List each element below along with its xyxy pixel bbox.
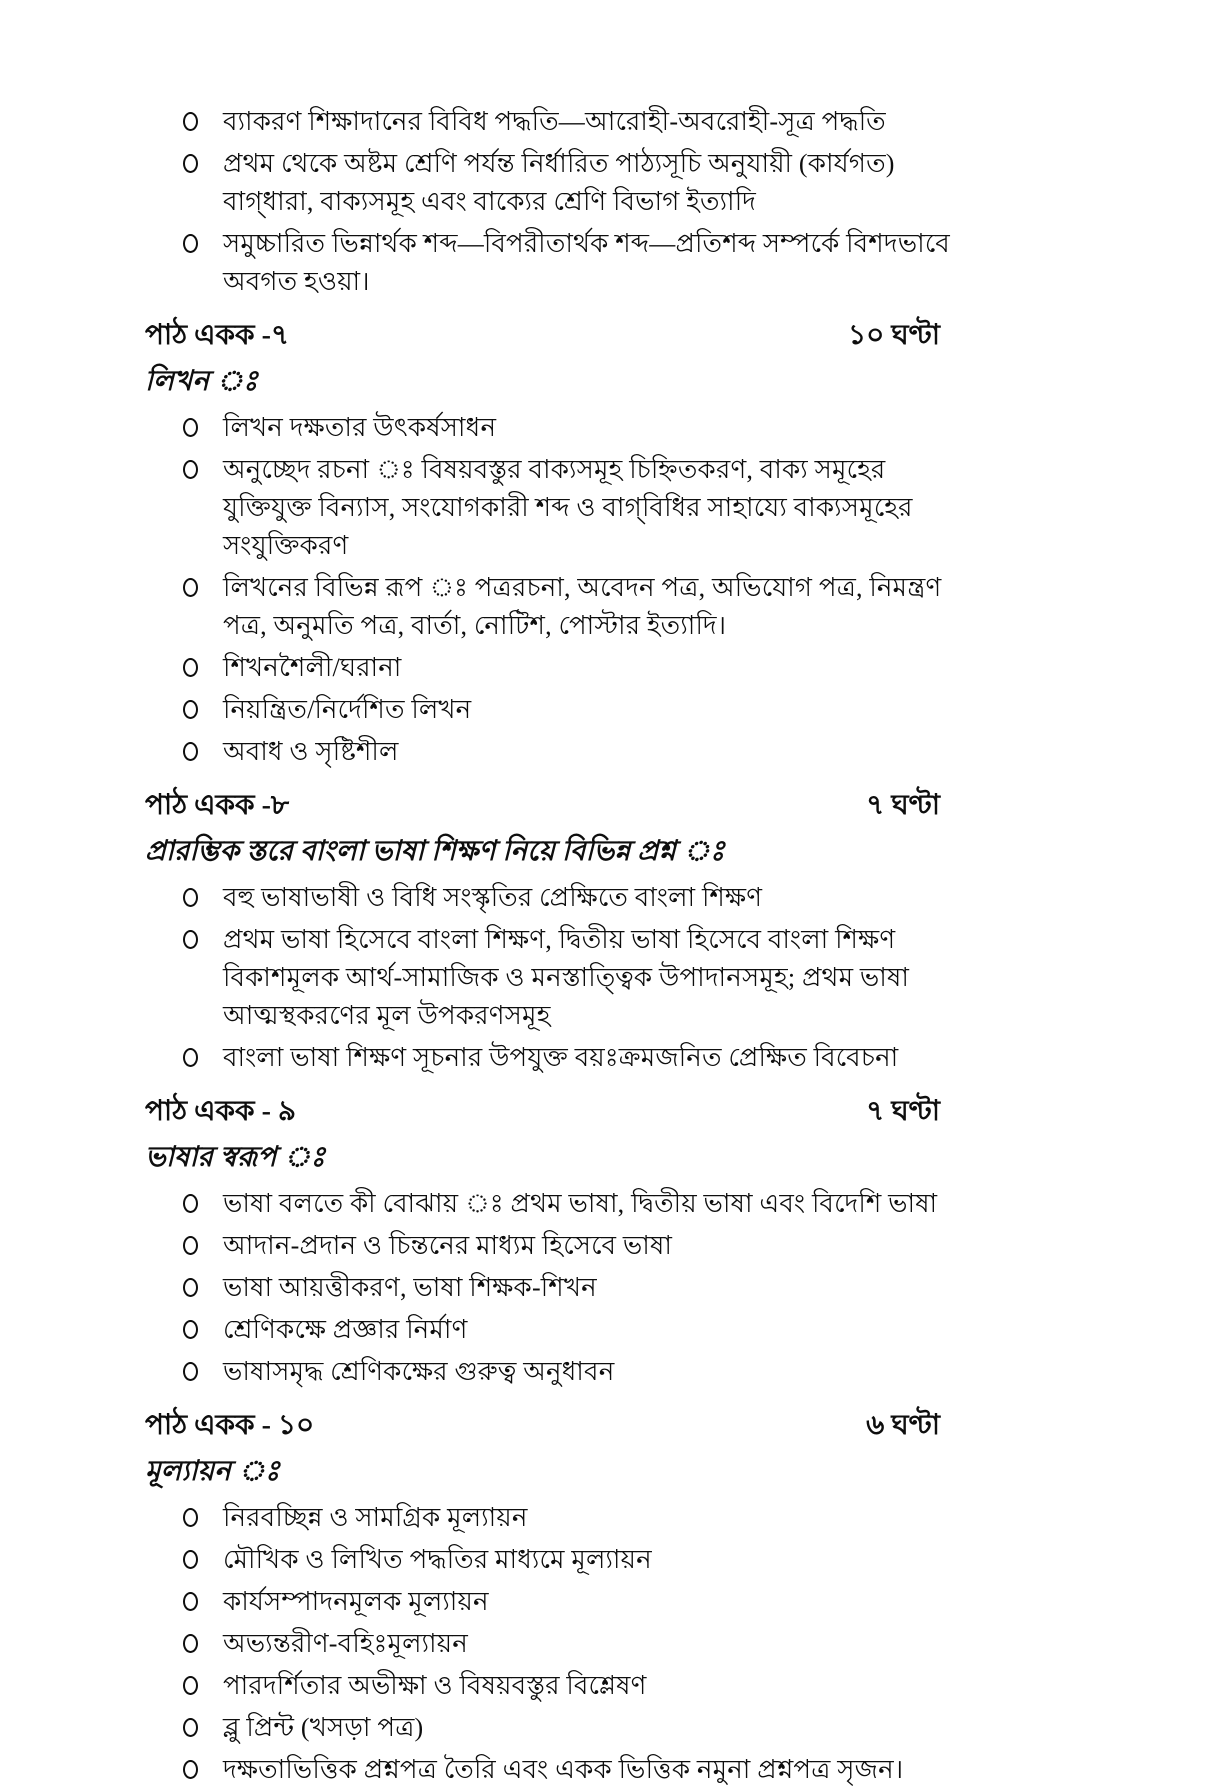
unit-title: পাঠ একক -৮ (145, 790, 290, 821)
circle-bullet-icon (183, 1718, 198, 1737)
circle-bullet-icon (183, 112, 198, 131)
unit-header (145, 1093, 964, 1131)
circle-bullet-icon (183, 930, 198, 949)
list-item (145, 733, 964, 771)
list-item-text: অভ্যন্তরীণ-বহিঃমূল্যায়ন (223, 1629, 469, 1658)
list-item-text: ব্লু প্রিন্ট (খসড়া পত্র) (223, 1713, 424, 1742)
bullet-list (145, 409, 964, 771)
list-item (145, 1625, 964, 1663)
circle-bullet-icon (183, 1592, 198, 1611)
circle-bullet-icon (183, 1550, 198, 1569)
unit-header (145, 317, 964, 355)
unit-header (145, 1407, 964, 1445)
list-item (145, 1667, 964, 1705)
list-item-text: অনুচ্ছেদ রচনা ঃ বিষয়বস্তুর বাক্যসমূহ চিহ্নিতকরণ, বাক্য সমূহের যুক্তিযুক্ত বিন্যাস, সংযোগকারী শব্দ ও বাগ্‌বিধির সাহায্যে বাক্যসমূহের সংযুক্তিকরণ (223, 455, 913, 560)
unit-hours-badge: ৬ ঘণ্টা (866, 1410, 940, 1441)
circle-bullet-icon (183, 1676, 198, 1695)
bullet-list (145, 879, 964, 1077)
list-item-text: ভাষা আয়ত্তীকরণ, ভাষা শিক্ষক-শিখন (223, 1273, 597, 1302)
circle-bullet-icon (183, 658, 198, 677)
unit-title: পাঠ একক -৭ (145, 320, 290, 351)
list-item (145, 921, 964, 1035)
list-item (145, 1269, 964, 1307)
list-item-text: পারদর্শিতার অভীক্ষা ও বিষয়বস্তুর বিশ্লেষণ (223, 1671, 647, 1700)
section-subheading: লিখন ঃ (145, 366, 258, 397)
circle-bullet-icon (183, 234, 198, 253)
circle-bullet-icon (183, 1760, 198, 1779)
list-item (145, 1039, 964, 1077)
list-item-text: ব্যাকরণ শিক্ষাদানের বিবিধ পদ্ধতি—আরোহী-অবরোহী-সূত্র পদ্ধতি (223, 107, 886, 136)
bullet-list (145, 1185, 964, 1391)
unit-title: পাঠ একক - ৯ (145, 1096, 297, 1127)
list-item (145, 649, 964, 687)
list-item-text: মৌখিক ও লিখিত পদ্ধতির মাধ্যমে মূল্যায়ন (223, 1545, 652, 1574)
list-item (145, 1353, 964, 1391)
circle-bullet-icon (183, 1320, 198, 1339)
list-item-text: নিরবচ্ছিন্ন ও সামগ্রিক মূল্যায়ন (223, 1503, 528, 1532)
circle-bullet-icon (183, 578, 198, 597)
list-item (145, 1185, 964, 1223)
list-item (145, 145, 964, 221)
list-item-text: লিখনের বিভিন্ন রূপ ঃ পত্ররচনা, অবেদন পত্র, অভিযোগ পত্র, নিমন্ত্রণ পত্র, অনুমতি পত্র, বার্তা, নোটিশ, পোস্টার ইত্যাদি। (223, 573, 942, 640)
circle-bullet-icon (183, 1362, 198, 1381)
list-item (145, 225, 964, 301)
bullet-list (145, 1499, 964, 1789)
list-item-text: কার্যসম্পাদনমূলক মূল্যায়ন (223, 1587, 489, 1616)
circle-bullet-icon (183, 418, 198, 437)
section-subheading: প্রারম্ভিক স্তরে বাংলা ভাষা শিক্ষণ নিয়ে বিভিন্ন প্রশ্ন ঃ (145, 836, 725, 867)
list-item-text: নিয়ন্ত্রিত/নির্দেশিত লিখন (223, 695, 472, 724)
list-item (145, 691, 964, 729)
list-item (145, 1709, 964, 1747)
list-item-text: দক্ষতাভিত্তিক প্রশ্নপত্র তৈরি এবং একক ভিত্তিক নমুনা প্রশ্নপত্র সৃজন। (223, 1755, 904, 1784)
circle-bullet-icon (183, 888, 198, 907)
list-item-text: লিখন দক্ষতার উৎকর্ষসাধন (223, 413, 497, 442)
list-item (145, 1541, 964, 1579)
circle-bullet-icon (183, 1194, 198, 1213)
list-item-text: বাংলা ভাষা শিক্ষণ সূচনার উপযুক্ত বয়ঃক্রমজনিত প্রেক্ষিত বিবেচনা (223, 1043, 899, 1072)
circle-bullet-icon (183, 742, 198, 761)
bullet-list (145, 103, 964, 301)
list-item-text: অবাধ ও সৃষ্টিশীল (223, 737, 399, 766)
list-item-text: ভাষা বলতে কী বোঝায় ঃ প্রথম ভাষা, দ্বিতীয় ভাষা এবং বিদেশি ভাষা (223, 1189, 938, 1218)
circle-bullet-icon (183, 700, 198, 719)
list-item-text: আদান-প্রদান ও চিন্তনের মাধ্যম হিসেবে ভাষা (223, 1231, 673, 1260)
unit-hours-badge: ১০ ঘণ্টা (847, 320, 940, 351)
circle-bullet-icon (183, 1508, 198, 1527)
list-item (145, 1583, 964, 1621)
list-item (145, 569, 964, 645)
unit-title: পাঠ একক - ১০ (145, 1410, 315, 1441)
list-item-text: প্রথম ভাষা হিসেবে বাংলা শিক্ষণ, দ্বিতীয় ভাষা হিসেবে বাংলা শিক্ষণ বিকাশমূলক আর্থ-সামাজিক ও মনস্তাত্ত্বিক উপাদানসমূহ; প্রথম ভাষা আত্মস্থকরণের মূল উপকরণসমূহ (223, 925, 910, 1030)
list-item (145, 879, 964, 917)
list-item (145, 451, 964, 565)
circle-bullet-icon (183, 154, 198, 173)
list-item (145, 1311, 964, 1349)
list-item-text: বহু ভাষাভাষী ও বিধি সংস্কৃতির প্রেক্ষিতে বাংলা শিক্ষণ (223, 883, 763, 912)
circle-bullet-icon (183, 1278, 198, 1297)
document-body (145, 103, 964, 1789)
section-subheading: মূল্যায়ন ঃ (145, 1456, 280, 1487)
list-item-text: প্রথম থেকে অষ্টম শ্রেণি পর্যন্ত নির্ধারিত পাঠ্যসূচি অনুযায়ী (কার্যগত) বাগ্‌ধারা, বাক্যসমূহ এবং বাক্যের শ্রেণি বিভাগ ইত্যাদি (223, 149, 895, 216)
list-item-text: সমুচ্চারিত ভিন্নার্থক শব্দ—বিপরীতার্থক শব্দ—প্রতিশব্দ সম্পর্কে বিশদভাবে অবগত হওয়া। (223, 229, 950, 296)
circle-bullet-icon (183, 1048, 198, 1067)
list-item (145, 103, 964, 141)
list-item (145, 1751, 964, 1789)
list-item-text: ভাষাসমৃদ্ধ শ্রেণিকক্ষের গুরুত্ব অনুধাবন (223, 1357, 615, 1386)
list-item (145, 409, 964, 447)
circle-bullet-icon (183, 1236, 198, 1255)
unit-hours-badge: ৭ ঘণ্টা (866, 1096, 940, 1127)
section-subheading: ভাষার স্বরূপ ঃ (145, 1142, 326, 1173)
unit-hours-badge: ৭ ঘণ্টা (866, 790, 940, 821)
unit-header (145, 787, 964, 825)
circle-bullet-icon (183, 1634, 198, 1653)
list-item-text: শিখনশৈলী/ঘরানা (223, 653, 402, 682)
list-item (145, 1499, 964, 1537)
list-item-text: শ্রেণিকক্ষে প্রজ্ঞার নির্মাণ (223, 1315, 468, 1344)
list-item (145, 1227, 964, 1265)
circle-bullet-icon (183, 460, 198, 479)
